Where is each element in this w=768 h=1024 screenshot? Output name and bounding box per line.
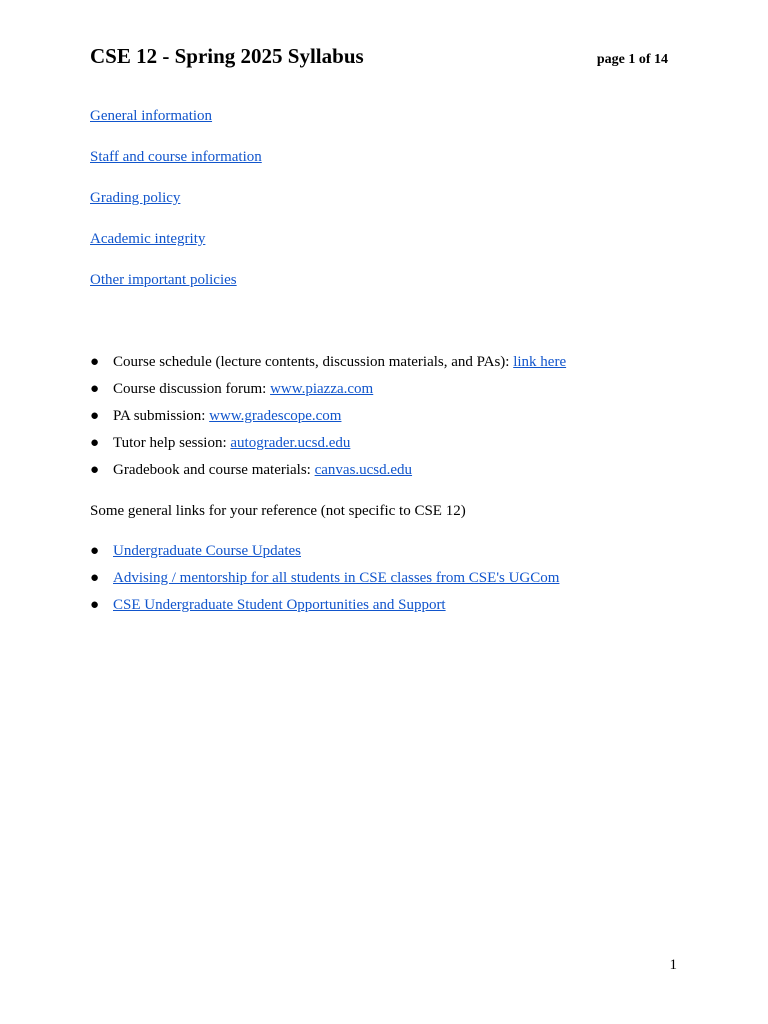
list-item [90,568,559,595]
general-links-note: Some general links for your reference (not specific to CSE 12) [90,503,466,519]
toc-item [90,188,262,229]
toc-item [90,229,262,270]
bullet-icon: ● [90,408,100,424]
toc-link-academic-integrity[interactable]: Academic integrity [90,231,206,247]
bullet-icon: ● [90,570,100,586]
course-updates-link[interactable]: Undergraduate Course Updates [113,543,301,559]
list-item-text: Tutor help session: [113,435,231,451]
toc-link-grading-policy[interactable]: Grading policy [90,190,181,206]
document-title: CSE 12 - Spring 2025 Syllabus [90,44,364,68]
list-item-text: Course discussion forum: [113,381,271,397]
page-header [90,44,668,69]
list-item-text: Course schedule (lecture contents, discussion materials, and PAs): [113,354,514,370]
bullet-icon: ● [90,381,100,397]
list-item-text: PA submission: [113,408,210,424]
piazza-link[interactable]: www.piazza.com [270,381,374,397]
list-item [90,379,566,406]
toc-item [90,147,262,188]
gradescope-link[interactable]: www.gradescope.com [209,408,342,424]
advising-mentorship-link[interactable]: Advising / mentorship for all students in CSE classes from CSE's UGCom [113,570,560,586]
toc-item [90,270,262,311]
table-of-contents [90,106,262,311]
course-links-list [90,352,566,487]
list-item [90,595,559,622]
list-item [90,406,566,433]
student-opportunities-link[interactable]: CSE Undergraduate Student Opportunities and Support [113,597,446,613]
list-item [90,352,566,379]
bullet-icon: ● [90,354,100,370]
bullet-icon: ● [90,597,100,613]
autograder-link[interactable]: autograder.ucsd.edu [230,435,351,451]
list-item [90,541,559,568]
canvas-link[interactable]: canvas.ucsd.edu [314,462,413,478]
toc-item [90,106,262,147]
toc-link-general-information[interactable]: General information [90,108,213,124]
list-item-text: Gradebook and course materials: [113,462,315,478]
bullet-icon: ● [90,462,100,478]
toc-link-other-policies[interactable]: Other important policies [90,272,237,288]
general-links-list [90,541,559,622]
page-indicator: page 1 of 14 [596,52,668,67]
page-number: 1 [669,957,677,973]
bullet-icon: ● [90,543,100,559]
list-item [90,460,566,487]
list-item [90,433,566,460]
toc-link-staff-course-information[interactable]: Staff and course information [90,149,262,165]
course-schedule-link[interactable]: link here [513,354,567,370]
bullet-icon: ● [90,435,100,451]
